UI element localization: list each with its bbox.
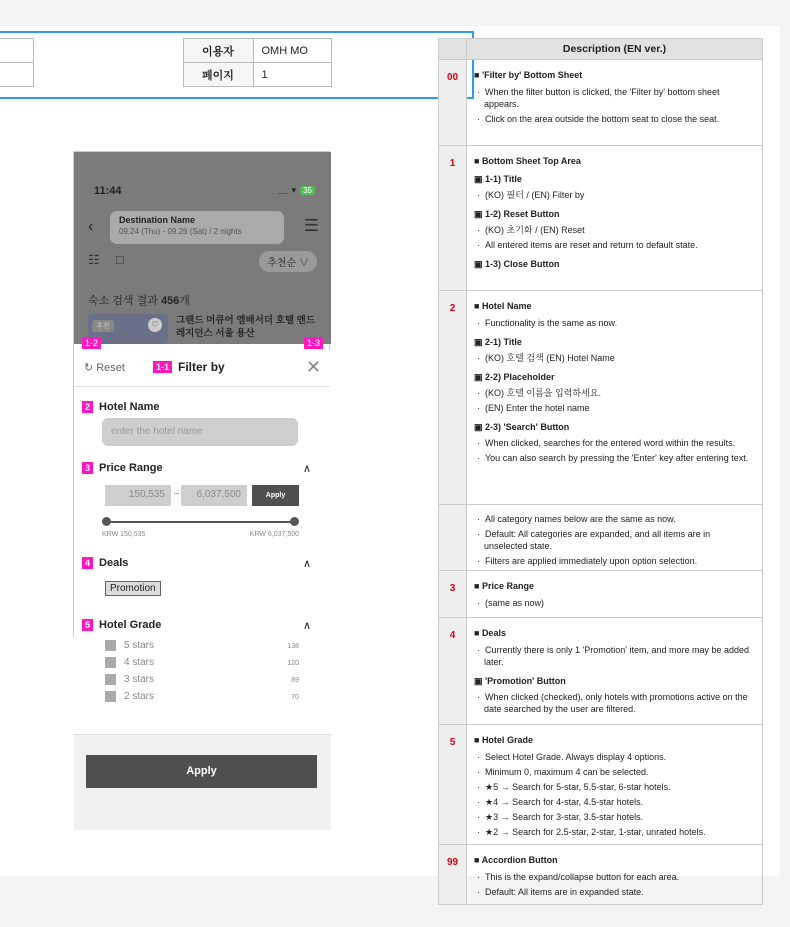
description-row <box>438 618 763 725</box>
destination-name: Destination Name <box>119 215 196 225</box>
row-bullet: · ★2 → Search for 2.5-star, 2-star, 1-star, unrated hotels. <box>474 826 754 838</box>
annotation-badge: 4 <box>82 557 93 569</box>
hotel-grade-section-title <box>82 619 161 631</box>
price-apply-button[interactable]: Apply <box>252 485 299 506</box>
result-prefix: 숙소 검색 결과 <box>88 295 158 307</box>
apply-footer <box>74 734 331 830</box>
row-bullet: · ★5 → Search for 5-star, 5.5-star, 6-star hotels. <box>474 781 754 793</box>
row-number: 3 <box>439 571 467 617</box>
row-number: 4 <box>439 618 467 724</box>
row-content <box>467 146 762 290</box>
row-subheading-text: 2-3) 'Search' Button <box>485 422 570 432</box>
annotation-badge: 1-2 <box>82 337 101 349</box>
row-content <box>467 618 762 724</box>
row-bullet: · Minimum 0, maximum 4 can be selected. <box>474 766 754 778</box>
price-range-min-label: KRW 150,535 <box>102 531 146 538</box>
grade-label: 2 stars <box>124 691 155 702</box>
checkbox[interactable] <box>105 674 116 685</box>
price-min-input[interactable]: 150,535 <box>105 485 171 506</box>
filter-icon[interactable]: ☷ <box>88 252 100 267</box>
result-number: 456 <box>160 295 180 307</box>
grade-label: 4 stars <box>124 657 155 668</box>
row-bullet: · Click on the area outside the bottom seat to close the seat. <box>474 113 754 125</box>
row-heading-text: Price Range <box>481 581 534 591</box>
row-subheading: ▣ 1-2) Reset Button <box>474 209 560 219</box>
map-icon[interactable]: □ <box>116 252 124 267</box>
row-number: 00 <box>439 60 467 145</box>
result-count <box>88 292 190 308</box>
row-bullet: · When clicked (checked), only hotels with promotions active on the date searched by the user are filtered. <box>474 691 754 715</box>
description-row <box>438 725 763 845</box>
chevron-up-icon[interactable]: ∧ <box>302 558 311 570</box>
heart-icon[interactable]: ♡ <box>148 318 162 332</box>
row-heading: ■ Accordion Button <box>474 855 558 865</box>
row-heading: ■ 'Filter by' Bottom Sheet <box>474 70 583 80</box>
row-heading-text: Bottom Sheet Top Area <box>481 156 581 166</box>
row-heading-text: Accordion Button <box>481 855 558 865</box>
hotel-name-input[interactable]: enter the hotel name <box>102 418 298 446</box>
row-heading: ■ Hotel Name <box>474 301 532 311</box>
user-label: 이용자 <box>183 39 253 63</box>
price-range-section-title <box>82 462 163 474</box>
header-num-cell <box>439 39 467 59</box>
row-heading: ■ Price Range <box>474 581 534 591</box>
row-heading-text: 'Filter by' Bottom Sheet <box>481 70 583 80</box>
grade-option[interactable] <box>105 640 154 651</box>
deals-section-title <box>82 557 128 569</box>
annotation-badge: 5 <box>82 619 93 631</box>
status-icons <box>278 185 315 196</box>
annotation-badge: 2 <box>82 401 93 413</box>
price-slider-track[interactable] <box>105 521 295 523</box>
divider <box>74 386 331 387</box>
sheet-title-text: Filter by <box>178 360 225 374</box>
annotation-badge: 3 <box>82 462 93 474</box>
status-time: 11:44 <box>94 185 122 197</box>
row-number <box>439 505 467 570</box>
sort-button[interactable] <box>259 251 317 272</box>
chevron-up-icon[interactable]: ∧ <box>302 620 311 632</box>
hotel-title: 그랜드 머큐어 앰배서더 호텔 앤드 레지던스 서울 용산 <box>176 315 316 339</box>
reset-button[interactable] <box>84 361 125 374</box>
row-bullet: · All entered items are reset and return to default state. <box>474 239 754 251</box>
page-label: 페이지 <box>183 63 253 87</box>
row-content <box>467 845 762 904</box>
recommend-tag: 추천 <box>92 320 114 332</box>
price-range-max-label: KRW 6,037,500 <box>249 531 299 538</box>
apply-button[interactable]: Apply <box>86 755 317 788</box>
row-heading-text: Deals <box>481 628 506 638</box>
grade-option[interactable] <box>105 691 154 702</box>
tilde-separator: ~ <box>174 489 180 500</box>
row-bullet: · Default: All categories are expanded, and all items are in unselected state. <box>474 528 754 552</box>
page-value: 1 <box>253 63 331 87</box>
row-content <box>467 505 762 570</box>
checkbox[interactable] <box>105 657 116 668</box>
description-row <box>438 571 763 618</box>
price-slider-min-handle[interactable] <box>102 517 111 526</box>
grade-option[interactable] <box>105 657 154 668</box>
row-number: 5 <box>439 725 467 844</box>
row-bullet: · Default: All items are in expanded state. <box>474 886 754 898</box>
row-content <box>467 60 762 145</box>
promotion-button[interactable]: Promotion <box>105 581 161 596</box>
signal-icon: .... <box>277 185 288 196</box>
row-bullet: · (KO) 필터 / (EN) Filter by <box>474 189 754 201</box>
grade-option[interactable] <box>105 674 154 685</box>
battery-icon: 35 <box>300 186 315 195</box>
row-bullet: · ★3 → Search for 3-star, 3.5-star hotels. <box>474 811 754 823</box>
row-bullet: · This is the expand/collapse button for each area. <box>474 871 754 883</box>
row-content <box>467 571 762 617</box>
grade-label: 5 stars <box>124 640 155 651</box>
row-subheading: ▣ 2-3) 'Search' Button <box>474 422 570 432</box>
back-icon[interactable]: ‹ <box>88 218 94 235</box>
row-bullet: · (KO) 호텔 이름을 입력하세요. <box>474 387 754 399</box>
hotel-name-label: Hotel Name <box>99 401 160 413</box>
annotation-badge: 1-1 <box>153 361 172 373</box>
reset-icon: ↻ <box>84 362 94 374</box>
grade-count: 70 <box>291 694 299 701</box>
row-bullet: · (KO) 초기화 / (EN) Reset <box>474 224 754 236</box>
row-heading: ■ Deals <box>474 628 506 638</box>
chevron-down-icon: ∨ <box>299 258 309 269</box>
row-subheading-text: 'Promotion' Button <box>485 676 566 686</box>
row-number: 2 <box>439 291 467 504</box>
row-bullet: · Functionality is the same as now. <box>474 317 754 329</box>
selection-outline <box>0 31 474 99</box>
row-subheading-text: 1-2) Reset Button <box>485 209 560 219</box>
row-bullet: · When clicked, searches for the entered word within the results. <box>474 437 754 449</box>
menu-icon[interactable]: ☰ <box>303 216 319 235</box>
close-icon[interactable]: ✕ <box>305 357 321 377</box>
price-max-input[interactable]: 6,037,500 <box>181 485 247 506</box>
description-row <box>438 146 763 291</box>
row-bullet: · ★4 → Search for 4-star, 4.5-star hotels. <box>474 796 754 808</box>
price-slider-max-handle[interactable] <box>290 517 299 526</box>
grade-label: 3 stars <box>124 674 155 685</box>
row-content <box>467 725 762 844</box>
description-row <box>438 505 763 571</box>
row-bullet: · You can also search by pressing the 'Enter' key after entering text. <box>474 452 754 464</box>
row-content <box>467 291 762 504</box>
row-bullet: · All category names below are the same as now. <box>474 513 754 525</box>
annotation-badge: 1-3 <box>304 337 323 349</box>
sort-label: 추천순 <box>267 258 297 269</box>
user-value: OMH MO <box>253 39 331 63</box>
row-bullet: · (EN) Enter the hotel name <box>474 402 754 414</box>
row-heading: ■ Hotel Grade <box>474 735 533 745</box>
row-heading-text: Hotel Grade <box>481 735 533 745</box>
checkbox[interactable] <box>105 691 116 702</box>
description-header <box>438 38 763 60</box>
row-subheading: ▣ 2-1) Title <box>474 337 522 347</box>
grade-count: 138 <box>287 643 299 650</box>
description-row <box>438 60 763 146</box>
row-subheading: ▣ 'Promotion' Button <box>474 676 566 686</box>
deals-label: Deals <box>99 557 129 569</box>
row-bullet: · Filters are applied immediately upon option selection. <box>474 555 754 567</box>
description-title: Description (EN ver.) <box>562 43 667 55</box>
row-heading: ■ Bottom Sheet Top Area <box>474 156 581 166</box>
row-number: 1 <box>439 146 467 290</box>
grade-count: 89 <box>291 677 299 684</box>
wifi-icon: ▾ <box>291 185 297 195</box>
destination-box[interactable] <box>110 211 284 244</box>
row-heading-text: Hotel Name <box>481 301 532 311</box>
grade-count: 120 <box>287 660 299 667</box>
description-table <box>438 38 763 905</box>
row-subheading: ▣ 2-2) Placeholder <box>474 372 555 382</box>
description-row <box>438 845 763 905</box>
sheet-title <box>153 360 225 374</box>
row-bullet: · Currently there is only 1 'Promotion' item, and more may be added later. <box>474 644 754 668</box>
row-subheading-text: 1-3) Close Button <box>485 259 560 269</box>
hotel-name-section-title <box>82 401 160 413</box>
reset-label: Reset <box>96 361 125 374</box>
row-number: 99 <box>439 845 467 904</box>
phone-mockup <box>73 151 330 777</box>
checkbox[interactable] <box>105 640 116 651</box>
destination-dates: 09.24 (Thu) - 09.26 (Sat) / 2 nights <box>119 227 242 236</box>
row-subheading: ▣ 1-3) Close Button <box>474 259 560 269</box>
hotel-grade-label: Hotel Grade <box>99 619 162 631</box>
price-range-label: Price Range <box>99 462 163 474</box>
description-row <box>438 291 763 505</box>
chevron-up-icon[interactable]: ∧ <box>302 463 311 475</box>
row-bullet: · (KO) 호텔 검색 (EN) Hotel Name <box>474 352 754 364</box>
row-bullet: · When the filter button is clicked, the 'Filter by' bottom sheet appears. <box>474 86 754 110</box>
row-subheading-text: 1-1) Title <box>485 174 522 184</box>
row-subheading: ▣ 1-1) Title <box>474 174 522 184</box>
row-bullet: · Select Hotel Grade. Always display 4 options. <box>474 751 754 763</box>
result-suffix: 개 <box>179 295 190 307</box>
filter-bottom-sheet <box>74 338 331 777</box>
row-bullet: · (same as now) <box>474 597 754 609</box>
row-subheading-text: 2-2) Placeholder <box>485 372 555 382</box>
row-subheading-text: 2-1) Title <box>485 337 522 347</box>
